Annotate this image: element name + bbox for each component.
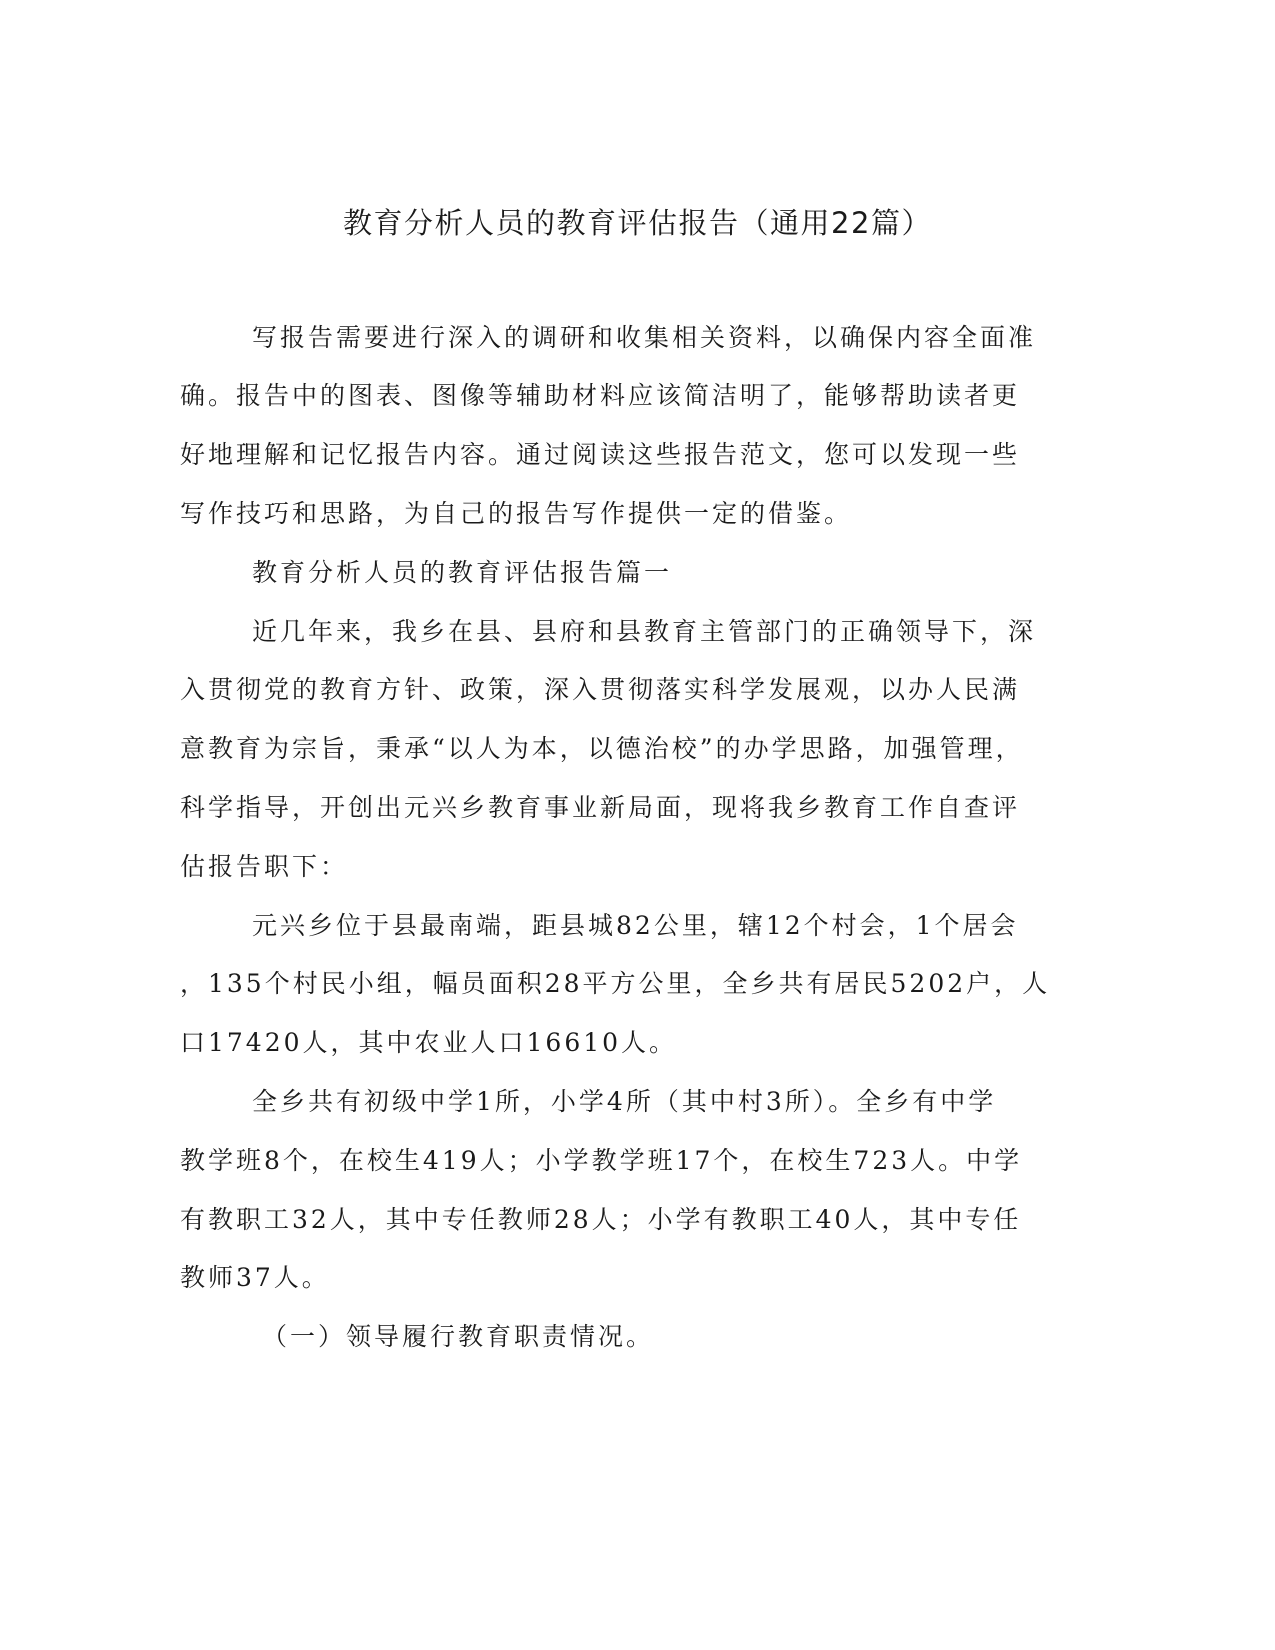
paragraph-3-line-1: 元兴乡位于县最南端，距县城82公里，辖12个村会，1个居会 xyxy=(252,911,1019,940)
paragraph-1-line-1: 写报告需要进行深入的调研和收集相关资料，以确保内容全面准 xyxy=(252,323,1037,352)
subsection-heading: （一）领导履行教育职责情况。 xyxy=(262,1322,655,1351)
paragraph-1-line-4: 写作技巧和思路，为自己的报告写作提供一定的借鉴。 xyxy=(180,499,853,528)
section-heading: 教育分析人员的教育评估报告篇一 xyxy=(252,558,673,587)
paragraph-2-line-5: 估报告职下： xyxy=(180,852,349,881)
paragraph-4-line-4: 教师37人。 xyxy=(180,1263,330,1292)
paragraph-4-line-1: 全乡共有初级中学1所，小学4所（其中村3所）。全乡有中学 xyxy=(252,1087,997,1116)
paragraph-2-line-3: 意教育为宗旨，秉承“以人为本，以德治校”的办学思路，加强管理， xyxy=(180,734,1024,763)
paragraph-3-line-2: ，135个村民小组，幅员面积28平方公里，全乡共有居民5202户，人 xyxy=(180,969,1051,998)
paragraph-4-line-2: 教学班8个，在校生419人；小学教学班17个，在校生723人。中学 xyxy=(180,1146,1023,1175)
paragraph-3-line-3: 口17420人，其中农业人口16610人。 xyxy=(180,1028,678,1057)
paragraph-4-line-3: 有教职工32人，其中专任教师28人；小学有教职工40人，其中专任 xyxy=(180,1205,1022,1234)
paragraph-2-line-1: 近几年来，我乡在县、县府和县教育主管部门的正确领导下，深 xyxy=(252,617,1037,646)
paragraph-2-line-4: 科学指导，开创出元兴乡教育事业新局面，现将我乡教育工作自查评 xyxy=(180,793,1021,822)
document-title: 教育分析人员的教育评估报告（通用22篇） xyxy=(343,206,932,240)
paragraph-1-line-3: 好地理解和记忆报告内容。通过阅读这些报告范文，您可以发现一些 xyxy=(180,440,1021,469)
paragraph-2-line-2: 入贯彻党的教育方针、政策，深入贯彻落实科学发展观，以办人民满 xyxy=(180,675,1021,704)
paragraph-1-line-2: 确。报告中的图表、图像等辅助材料应该简洁明了，能够帮助读者更 xyxy=(180,381,1021,410)
